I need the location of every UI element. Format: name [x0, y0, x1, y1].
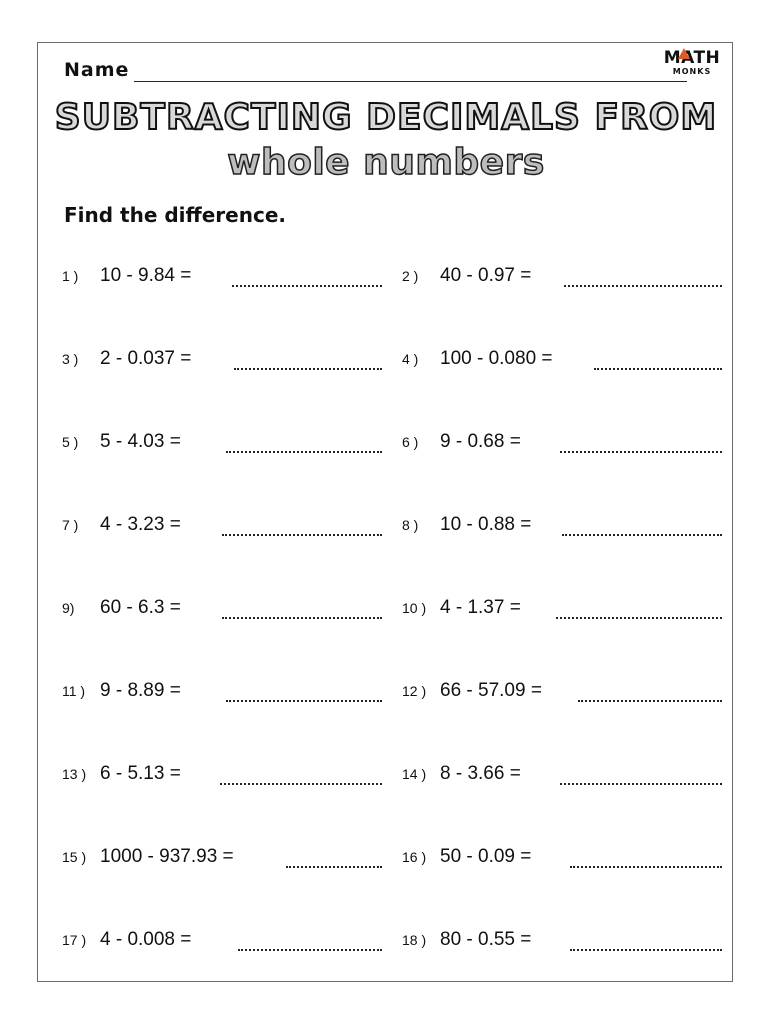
- answer-blank[interactable]: [556, 617, 722, 619]
- problem-number: 7 ): [62, 517, 79, 533]
- problem-number: 15 ): [62, 849, 87, 865]
- worksheet-subtitle: whole numbers: [227, 142, 545, 183]
- problem-15: [62, 846, 382, 876]
- problem-18: [402, 929, 722, 959]
- problem-number: 17 ): [62, 932, 87, 948]
- problem-11: [62, 680, 382, 710]
- problem-expression: 9 - 0.68 =: [440, 431, 521, 452]
- problem-expression: 66 - 57.09 =: [440, 680, 542, 701]
- answer-blank[interactable]: [560, 451, 722, 453]
- problem-17: [62, 929, 382, 959]
- problem-number: 4 ): [402, 351, 419, 367]
- problem-number: 18 ): [402, 932, 427, 948]
- logo-triangle-icon: [678, 48, 690, 59]
- answer-blank[interactable]: [222, 617, 382, 619]
- problem-number: 2 ): [402, 268, 419, 284]
- logo-main-text: MATH: [663, 48, 721, 68]
- problem-expression: 2 - 0.037 =: [100, 348, 192, 369]
- problem-number: 12 ): [402, 683, 427, 699]
- answer-blank[interactable]: [570, 949, 722, 951]
- problem-expression: 8 - 3.66 =: [440, 763, 521, 784]
- problem-expression: 4 - 1.37 =: [440, 597, 521, 618]
- answer-blank[interactable]: [234, 368, 382, 370]
- worksheet: [37, 42, 733, 982]
- problem-number: 3 ): [62, 351, 79, 367]
- answer-blank[interactable]: [226, 451, 382, 453]
- problem-number: 1 ): [62, 268, 79, 284]
- answer-blank[interactable]: [226, 700, 382, 702]
- problem-8: [402, 514, 722, 544]
- problem-16: [402, 846, 722, 876]
- problem-2: [402, 265, 722, 295]
- problem-expression: 4 - 0.008 =: [100, 929, 192, 950]
- problem-7: [62, 514, 382, 544]
- problem-expression: 10 - 9.84 =: [100, 265, 192, 286]
- problem-6: [402, 431, 722, 461]
- problem-expression: 4 - 3.23 =: [100, 514, 181, 535]
- problem-number: 11 ): [62, 683, 86, 699]
- name-row: [64, 59, 664, 87]
- problem-expression: 40 - 0.97 =: [440, 265, 532, 286]
- problem-3: [62, 348, 382, 378]
- answer-blank[interactable]: [578, 700, 722, 702]
- problem-4: [402, 348, 722, 378]
- problem-12: [402, 680, 722, 710]
- answer-blank[interactable]: [220, 783, 382, 785]
- problem-expression: 80 - 0.55 =: [440, 929, 532, 950]
- problem-number: 8 ): [402, 517, 419, 533]
- answer-blank[interactable]: [238, 949, 382, 951]
- problem-expression: 9 - 8.89 =: [100, 680, 181, 701]
- problem-expression: 10 - 0.88 =: [440, 514, 532, 535]
- answer-blank[interactable]: [562, 534, 722, 536]
- problem-expression: 60 - 6.3 =: [100, 597, 181, 618]
- answer-blank[interactable]: [222, 534, 382, 536]
- instruction-text: Find the difference.: [64, 203, 286, 227]
- problem-number: 13 ): [62, 766, 87, 782]
- answer-blank[interactable]: [570, 866, 722, 868]
- answer-blank[interactable]: [594, 368, 722, 370]
- problem-13: [62, 763, 382, 793]
- answer-blank[interactable]: [560, 783, 722, 785]
- problem-number: 6 ): [402, 434, 419, 450]
- logo-sub-text: MONKS: [672, 67, 712, 76]
- name-field-line[interactable]: [134, 81, 687, 82]
- answer-blank[interactable]: [286, 866, 382, 868]
- problem-expression: 50 - 0.09 =: [440, 846, 532, 867]
- problem-number: 16 ): [402, 849, 427, 865]
- worksheet-title: SUBTRACTING DECIMALS FROM: [54, 97, 718, 138]
- problem-10: [402, 597, 722, 627]
- answer-blank[interactable]: [564, 285, 722, 287]
- problem-9: [62, 597, 382, 627]
- problem-5: [62, 431, 382, 461]
- problem-number: 5 ): [62, 434, 79, 450]
- name-label: Name: [64, 59, 130, 81]
- problem-expression: 5 - 4.03 =: [100, 431, 181, 452]
- problem-number: 14 ): [402, 766, 427, 782]
- problem-expression: 100 - 0.080 =: [440, 348, 553, 369]
- math-monks-logo: [662, 49, 722, 81]
- problem-number: 10 ): [402, 600, 427, 616]
- problem-1: [62, 265, 382, 295]
- answer-blank[interactable]: [232, 285, 382, 287]
- problem-expression: 6 - 5.13 =: [100, 763, 181, 784]
- problem-expression: 1000 - 937.93 =: [100, 846, 234, 867]
- problem-14: [402, 763, 722, 793]
- problem-number: 9): [62, 600, 75, 616]
